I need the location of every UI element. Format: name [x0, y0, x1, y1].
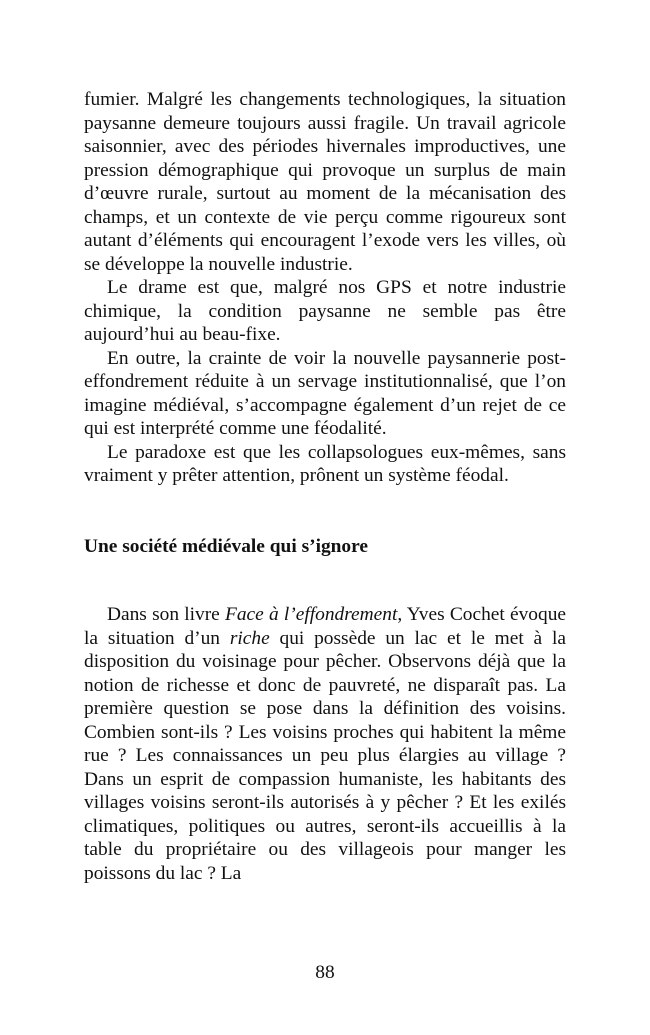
- page-number: 88: [315, 962, 335, 983]
- paragraph-servage: En outre, la crainte de voir la nouvelle paysannerie post-effondrement réduite à un servage institutionnalisé, que l’on imagine médiéval, s’accompagne également d’un rejet de ce qui est interprété comme une féodalité.: [84, 347, 566, 439]
- page-body: [84, 88, 566, 885]
- paragraph-continuation: fumier. Malgré les changements technologiques, la situation paysanne demeure toujours aussi fragile. Un travail agricole saisonnier, avec des périodes hivernales improductives, une pression démographique qui provoque un surplus de main d’œuvre rurale, surtout au moment de la mécanisation des champs, et un contexte de vie perçu comme rigoureux sont autant d’éléments qui encouragent l’exode vers les villes, où se développe la nouvelle industrie.: [84, 89, 566, 275]
- paragraph-paradoxe: Le paradoxe est que les collapsologues eux-mêmes, sans vraiment y prêter attention, prônent un système féodal.: [84, 441, 566, 486]
- book-title: Face à l’effondrement: [225, 604, 398, 625]
- section-heading: Une société médiévale qui s’ignore: [84, 535, 368, 557]
- emphasis-word: riche: [229, 627, 270, 649]
- paragraph-text: , Yves Cochet évoque la situation d’un: [84, 604, 566, 649]
- paragraph-text: qui possède un lac et le met à la disposition du voisinage pour pêcher. Observons déjà que la notion de richesse et donc de pauvreté, ne disparaît pas. La première question se pose dans la définition des voisins. Combien sont-ils ? Les voisins proches qui habitent la même rue ? Les connaissances un peu plus élargies au village ? Dans un esprit de compassion humaniste, les habitants des villages voisins seront-ils autorisés à y pêcher ? Et les exilés climatiques, politiques ou autres, seront-ils accueillis à la table du propriétaire ou des villageois pour manger les poissons du lac ? La: [84, 627, 566, 884]
- paragraph-gps: Le drame est que, malgré nos GPS et notre industrie chimique, la condition paysanne ne semble pas être aujourd’hui au beau-fixe.: [84, 277, 566, 345]
- paragraph-cochet: [84, 603, 566, 885]
- paragraph-text: Dans son livre: [107, 604, 226, 625]
